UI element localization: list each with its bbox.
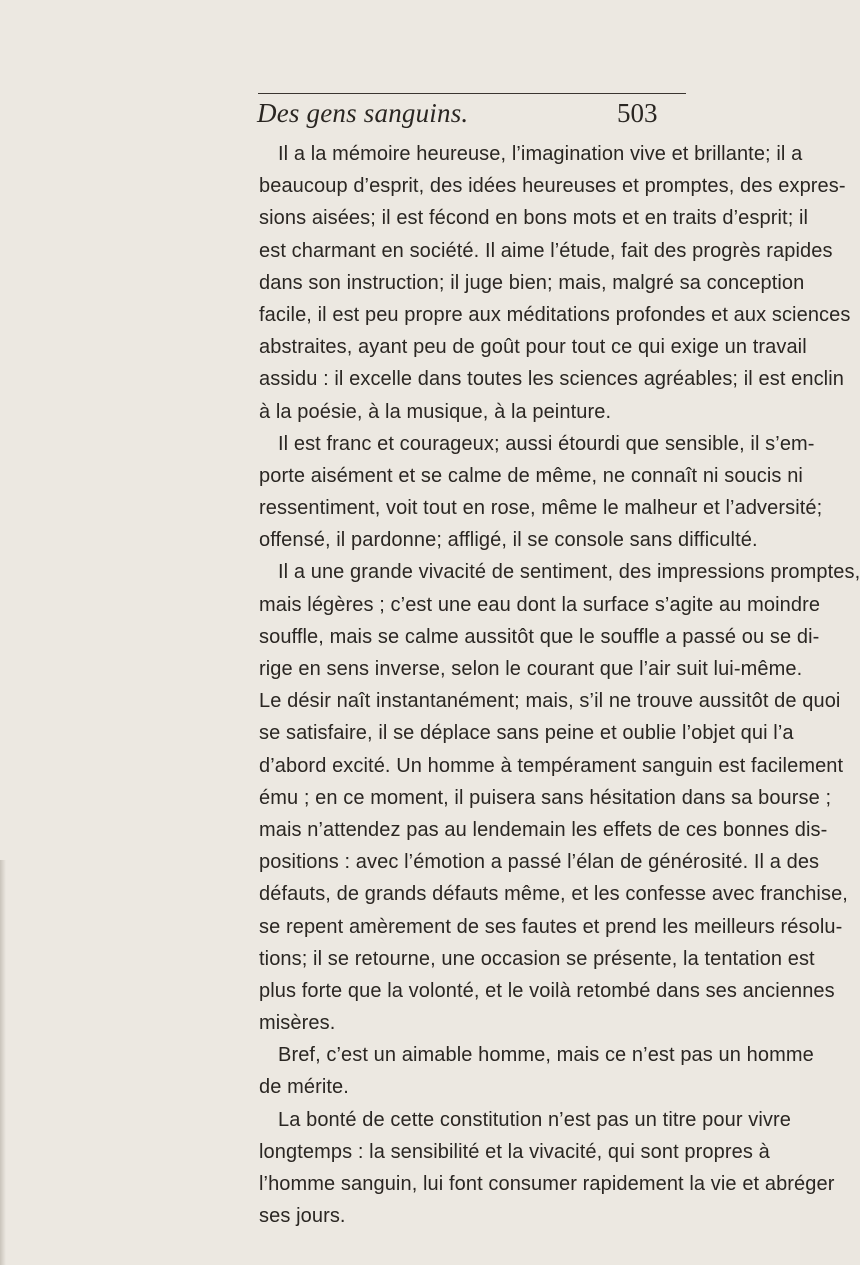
text-line: de mérite.	[259, 1076, 349, 1099]
text-line: longtemps : la sensibilité et la vivacité, qui sont propres à	[259, 1140, 770, 1163]
text-line: Il a une grande vivacité de sentiment, des impressions promptes,	[278, 561, 860, 584]
running-head	[0, 98, 800, 138]
running-title: Des gens sanguins.	[257, 98, 469, 128]
text-line: mais légères ; c’est une eau dont la surface s’agite au moindre	[259, 593, 821, 616]
text-line: d’abord excité. Un homme à tempérament sanguin est facilement	[259, 754, 844, 777]
text-line: offensé, il pardonne; affligé, il se console sans difficulté.	[259, 529, 758, 552]
body-text	[259, 138, 860, 1232]
text-line: à la poésie, à la musique, à la peinture.	[259, 400, 612, 423]
text-line: l’homme sanguin, lui font consumer rapidement la vie et abréger	[259, 1173, 835, 1195]
text-line: plus forte que la volonté, et le voilà retombé dans ses anciennes	[259, 979, 835, 1002]
text-line: se satisfaire, il se déplace sans peine et oublie l’objet qui l’a	[259, 722, 794, 745]
text-line: mais n’attendez pas au lendemain les effets de ces bonnes dis-	[259, 818, 828, 841]
text-line: tions; il se retourne, une occasion se présente, la tentation est	[259, 947, 815, 970]
text-line: Il a la mémoire heureuse, l’imagination vive et brillante; il a	[278, 143, 803, 165]
text-line: se repent amèrement de ses fautes et prend les meilleurs résolu-	[259, 915, 843, 938]
text-line: ressentiment, voit tout en rose, même le malheur et l’adversité;	[259, 497, 823, 520]
text-line: abstraites, ayant peu de goût pour tout ce qui exige un travail	[259, 336, 807, 359]
text-line: Bref, c’est un aimable homme, mais ce n’est pas un homme	[278, 1044, 814, 1067]
text-line: défauts, de grands défauts même, et les confesse avec franchise,	[259, 883, 848, 906]
text-line: dans son instruction; il juge bien; mais, malgré sa conception	[259, 271, 805, 294]
page-edge-shadow	[0, 860, 6, 1265]
page-number: 503	[617, 98, 658, 128]
text-line: Il est franc et courageux; aussi étourdi que sensible, il s’em-	[278, 432, 815, 455]
text-line: positions : avec l’émotion a passé l’élan de générosité. Il a des	[259, 851, 820, 874]
text-line: assidu : il excelle dans toutes les sciences agréables; il est enclin	[259, 368, 844, 391]
text-line: porte aisément et se calme de même, ne connaît ni soucis ni	[259, 464, 803, 487]
text-line: La bonté de cette constitution n’est pas un titre pour vivre	[278, 1108, 791, 1131]
text-line: facile, il est peu propre aux méditations profondes et aux sciences	[259, 303, 851, 326]
text-line: est charmant en société. Il aime l’étude, fait des progrès rapides	[259, 239, 833, 262]
header-rule	[258, 93, 686, 94]
text-line: ému ; en ce moment, il puisera sans hésitation dans sa bourse ;	[259, 786, 832, 809]
text-line: ses jours.	[259, 1205, 346, 1228]
text-line: souffle, mais se calme aussitôt que le souffle a passé ou se di-	[259, 625, 820, 648]
text-line: misères.	[259, 1012, 336, 1035]
text-line: rige en sens inverse, selon le courant que l’air suit lui-même.	[259, 658, 803, 680]
text-line: Le désir naît instantanément; mais, s’il ne trouve aussitôt de quoi	[259, 690, 841, 713]
text-line: sions aisées; il est fécond en bons mots et en traits d’esprit; il	[259, 207, 809, 230]
text-line: beaucoup d’esprit, des idées heureuses et promptes, des expres-	[259, 175, 846, 198]
